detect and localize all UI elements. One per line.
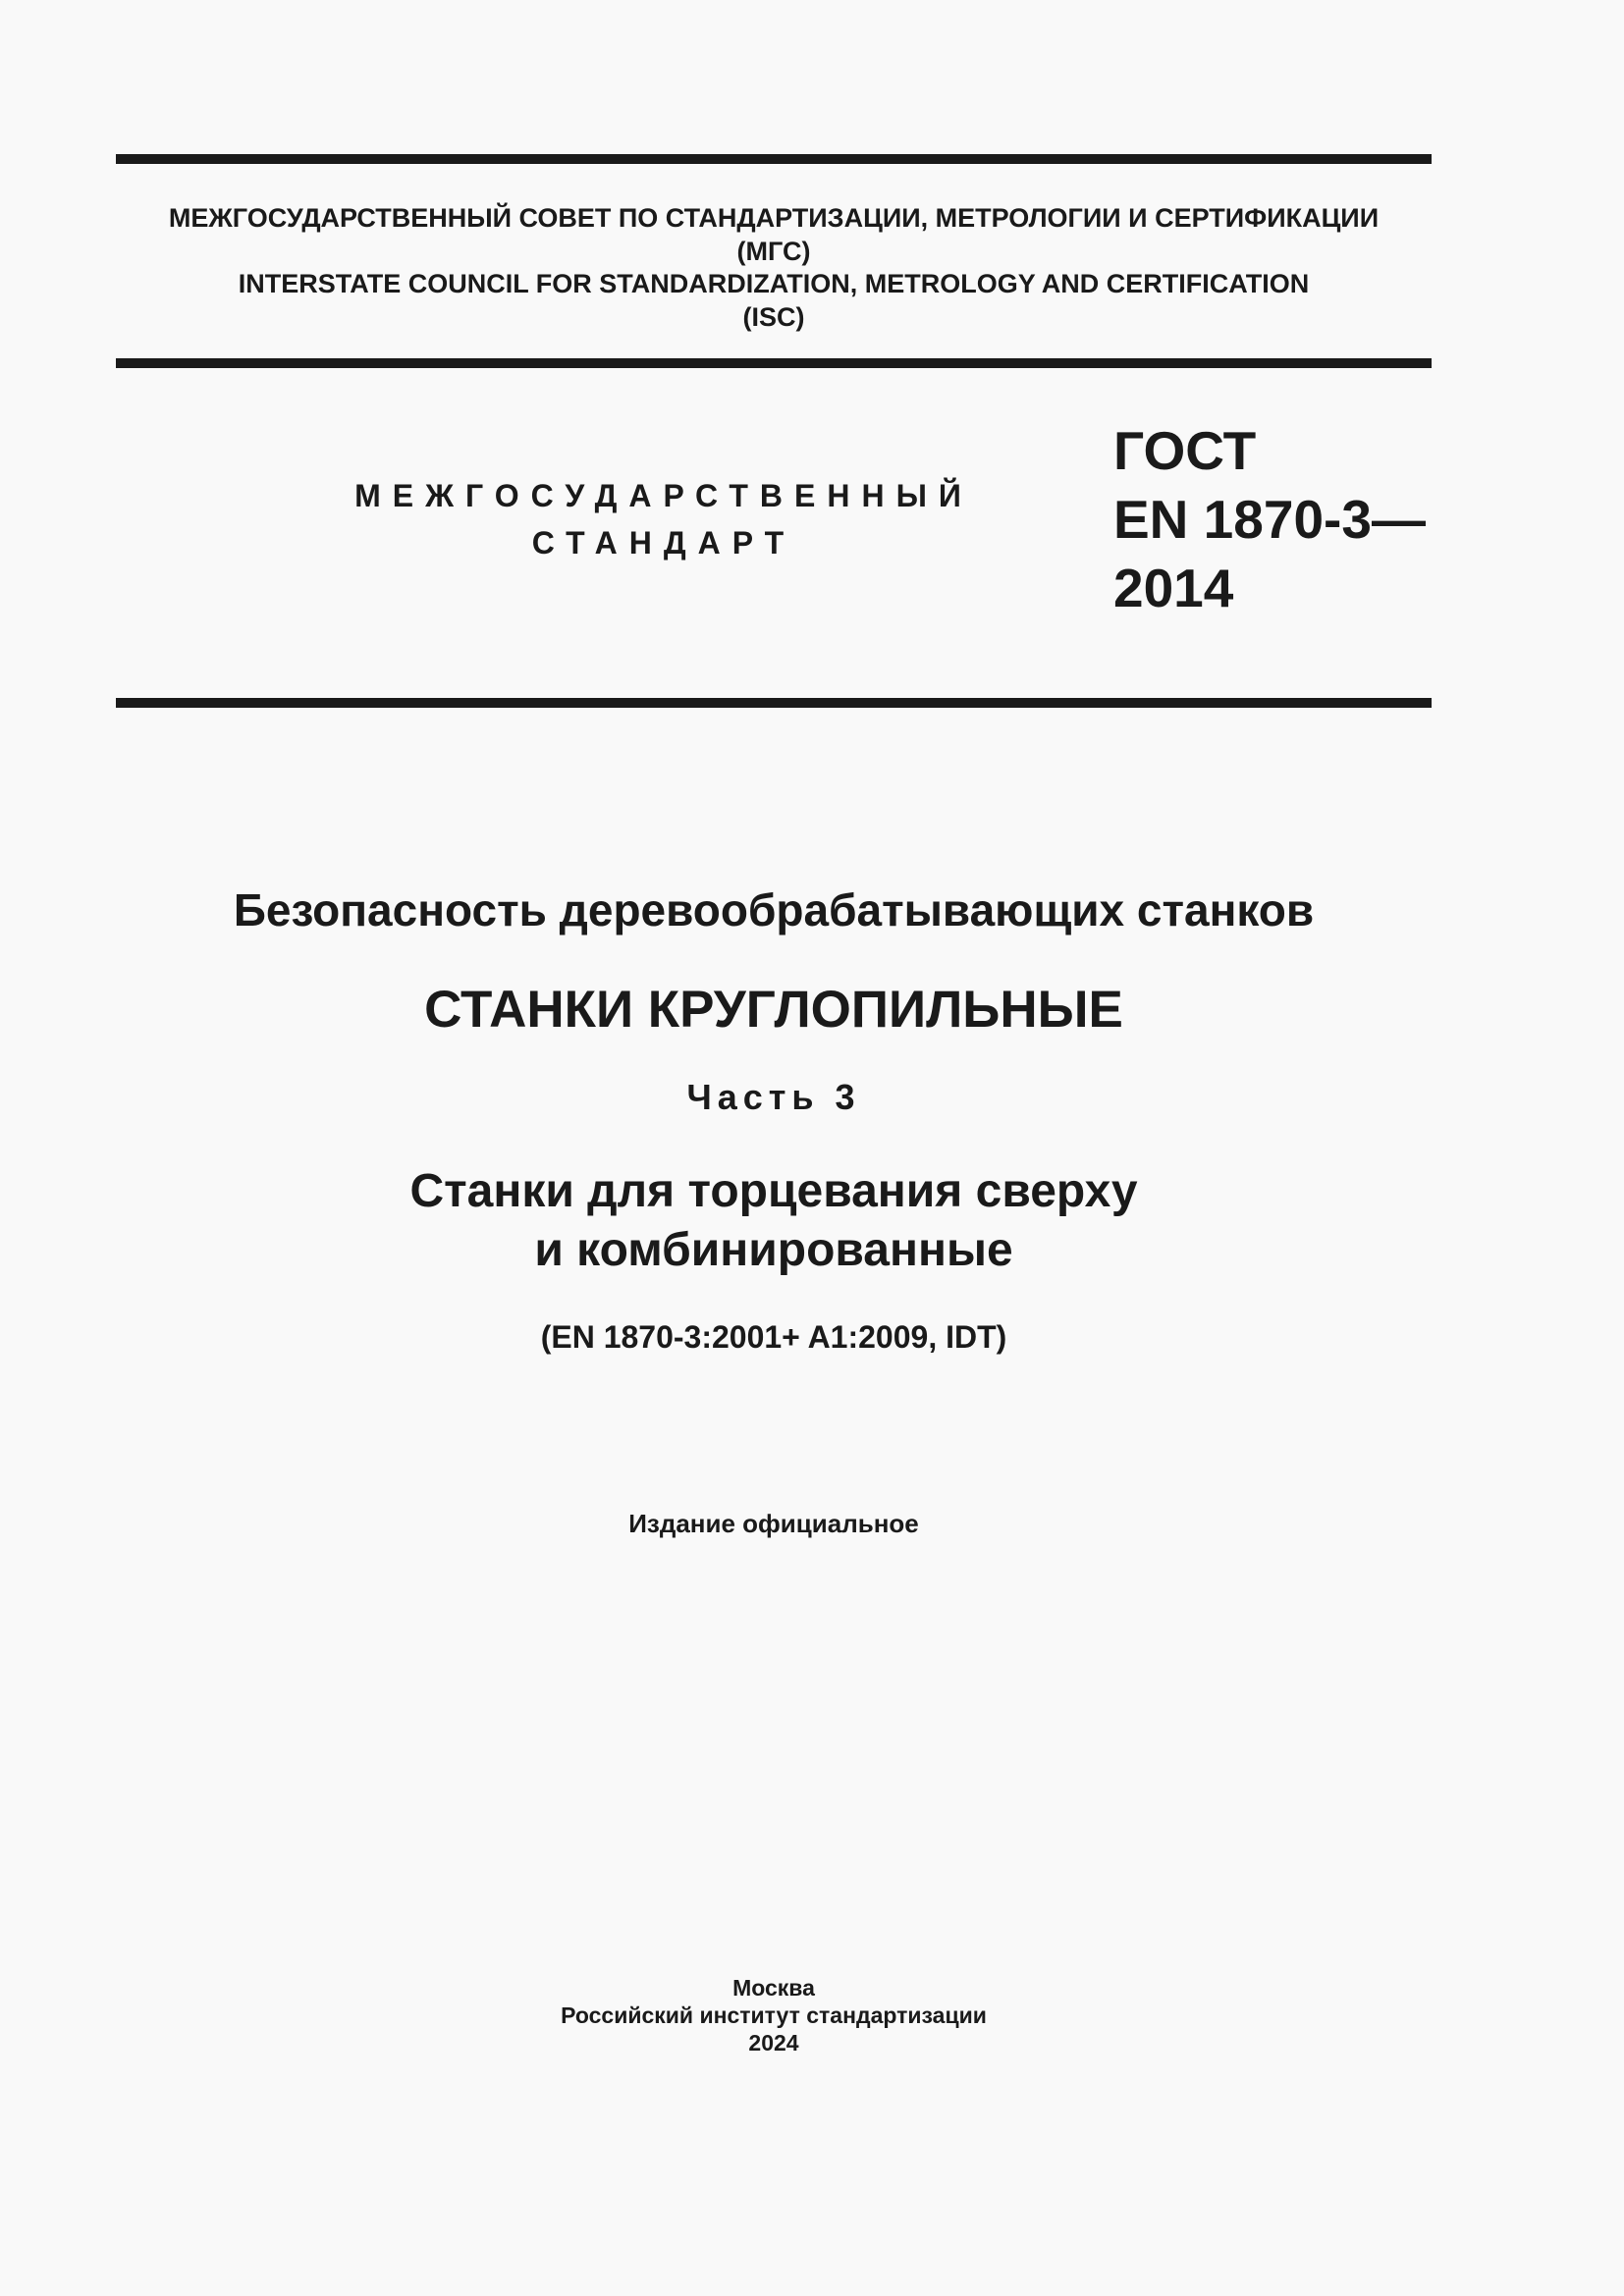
- publisher-year: 2024: [748, 2030, 799, 2056]
- main-title: СТАНКИ КРУГЛОПИЛЬНЫЕ: [424, 981, 1123, 1039]
- top-divider-rule: [116, 154, 1432, 164]
- standard-number-line1: ГОСТ: [1113, 420, 1257, 481]
- council-abbr-en: (ISC): [742, 301, 805, 332]
- standard-number-line3: 2014: [1113, 558, 1234, 618]
- part-label: Часть 3: [686, 1077, 861, 1117]
- publisher-city: Москва: [732, 1975, 815, 2001]
- standard-type: [232, 472, 1096, 566]
- subtitle: [116, 1162, 1432, 1280]
- council-abbr-ru: (МГС): [736, 236, 811, 266]
- edition-label: Издание официальное: [628, 1509, 919, 1538]
- subtitle-line2: и комбинированные: [534, 1224, 1013, 1276]
- council-name-ru: МЕЖГОСУДАРСТВЕННЫЙ СОВЕТ ПО СТАНДАРТИЗАЦИИ, МЕТРОЛОГИИ И СЕРТИФИКАЦИИ: [168, 203, 1380, 233]
- publisher-block: [116, 1974, 1432, 2056]
- council-name-en: INTERSTATE COUNCIL FOR STANDARDIZATION, METROLOGY AND CERTIFICATION: [238, 269, 1310, 298]
- middle-divider-rule: [116, 358, 1432, 368]
- general-title: Безопасность деревообрабатывающих станков: [233, 884, 1315, 935]
- council-header: [116, 202, 1432, 334]
- standard-number: [1113, 416, 1426, 622]
- standard-type-line2: СТАНДАРТ: [531, 525, 796, 561]
- standard-type-line1: МЕЖГОСУДАРСТВЕННЫЙ: [354, 478, 973, 513]
- lower-divider-rule: [116, 698, 1432, 708]
- publisher-institute: Российский институт стандартизации: [561, 2002, 987, 2028]
- reference-standard: (EN 1870-3:2001+ A1:2009, IDT): [540, 1319, 1007, 1355]
- standard-number-line2: EN 1870-3—: [1113, 489, 1426, 550]
- subtitle-line1: Станки для торцевания сверху: [409, 1165, 1138, 1217]
